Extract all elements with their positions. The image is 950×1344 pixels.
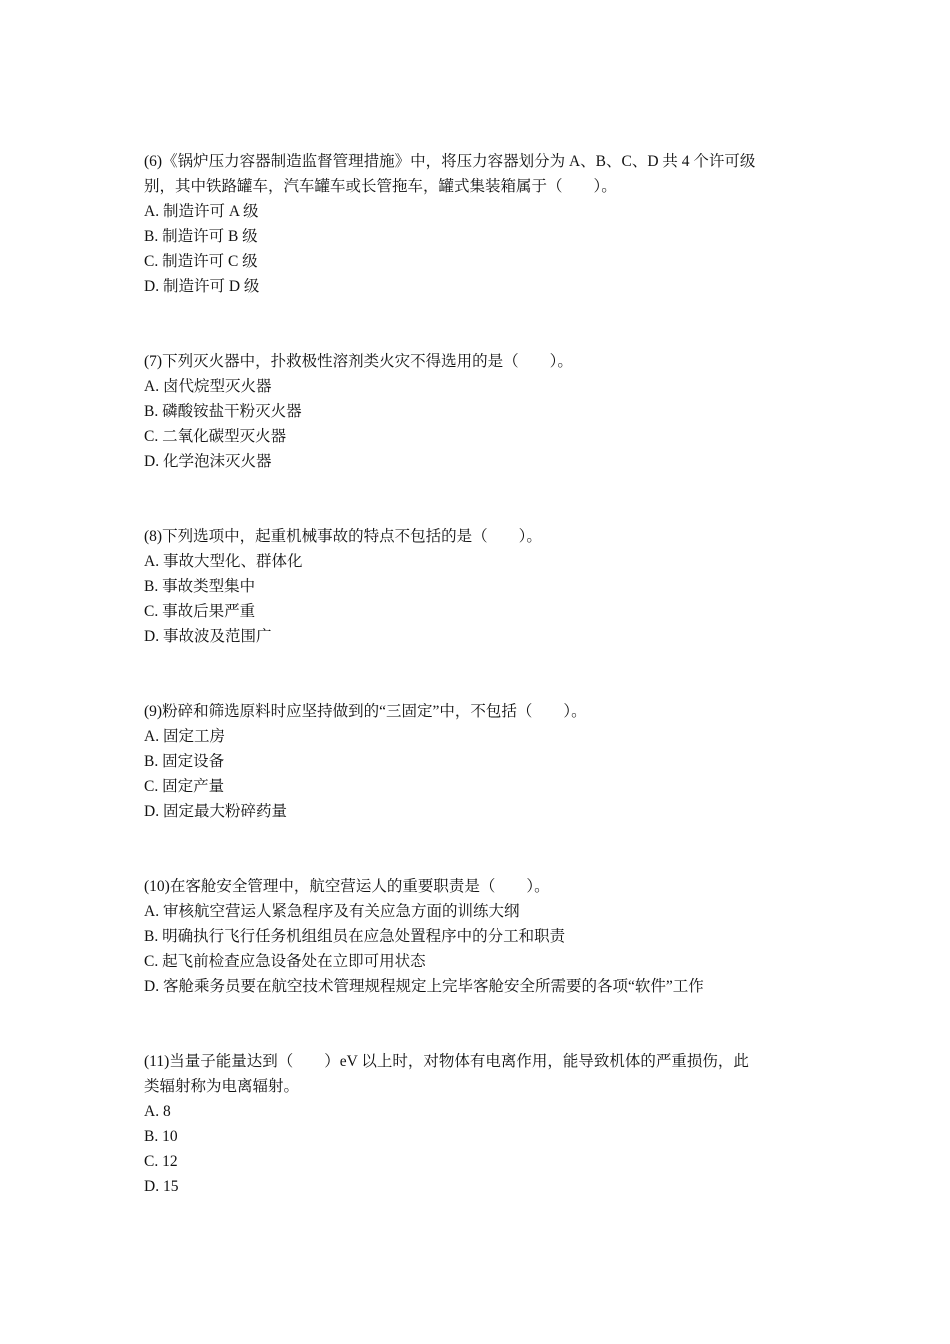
question-stem-line: 类辐射称为电离辐射。 [144, 1078, 300, 1095]
question-7 [144, 349, 814, 474]
question-stem-line: (11)当量子能量达到（ ）eV 以上时，对物体有电离作用，能导致机体的严重损伤，此 [144, 1053, 749, 1070]
question-spacer [144, 649, 814, 699]
option-b: B. 固定设备 [144, 753, 225, 770]
question-stem-line: (6)《锅炉压力容器制造监督管理措施》中，将压力容器划分为 A、B、C、D 共 4 个许可级 [144, 153, 756, 170]
option-a: A. 固定工房 [144, 728, 225, 745]
option-c: C. 起飞前检查应急设备处在立即可用状态 [144, 953, 426, 970]
option-c: C. 固定产量 [144, 778, 225, 795]
question-6 [144, 149, 814, 299]
option-a: A. 审核航空营运人紧急程序及有关应急方面的训练大纲 [144, 903, 520, 920]
question-spacer [144, 999, 814, 1049]
option-c: C. 制造许可 C 级 [144, 253, 258, 270]
option-b: B. 事故类型集中 [144, 578, 256, 595]
option-d: D. 客舱乘务员要在航空技术管理规程规定上完毕客舱安全所需要的各项“软件”工作 [144, 978, 704, 995]
question-10 [144, 874, 814, 999]
option-c: C. 12 [144, 1153, 178, 1170]
question-stem-line: (9)粉碎和筛选原料时应坚持做到的“三固定”中，不包括（ ）。 [144, 703, 587, 720]
option-a: A. 8 [144, 1103, 171, 1120]
option-b: B. 磷酸铵盐干粉灭火器 [144, 403, 302, 420]
question-8 [144, 524, 814, 649]
option-b: B. 制造许可 B 级 [144, 228, 258, 245]
option-d: D. 制造许可 D 级 [144, 278, 260, 295]
document-page [144, 149, 814, 1199]
option-c: C. 事故后果严重 [144, 603, 256, 620]
question-spacer [144, 824, 814, 874]
question-spacer [144, 474, 814, 524]
question-spacer [144, 299, 814, 349]
option-a: A. 事故大型化、群体化 [144, 553, 303, 570]
question-11 [144, 1049, 814, 1199]
option-d: D. 15 [144, 1178, 179, 1195]
option-b: B. 明确执行飞行任务机组组员在应急处置程序中的分工和职责 [144, 928, 566, 945]
option-d: D. 事故波及范围广 [144, 628, 272, 645]
question-stem-line: (8)下列选项中，起重机械事故的特点不包括的是（ ）。 [144, 528, 542, 545]
question-9 [144, 699, 814, 824]
question-stem-line: (10)在客舱安全管理中，航空营运人的重要职责是（ ）。 [144, 878, 550, 895]
option-a: A. 制造许可 A 级 [144, 203, 259, 220]
option-d: D. 固定最大粉碎药量 [144, 803, 287, 820]
option-d: D. 化学泡沫灭火器 [144, 453, 272, 470]
option-c: C. 二氧化碳型灭火器 [144, 428, 287, 445]
question-stem-line: (7)下列灭火器中，扑救极性溶剂类火灾不得选用的是（ ）。 [144, 353, 573, 370]
option-b: B. 10 [144, 1128, 178, 1145]
option-a: A. 卤代烷型灭火器 [144, 378, 272, 395]
question-stem-line: 别，其中铁路罐车，汽车罐车或长管拖车，罐式集装箱属于（ ）。 [144, 178, 617, 195]
